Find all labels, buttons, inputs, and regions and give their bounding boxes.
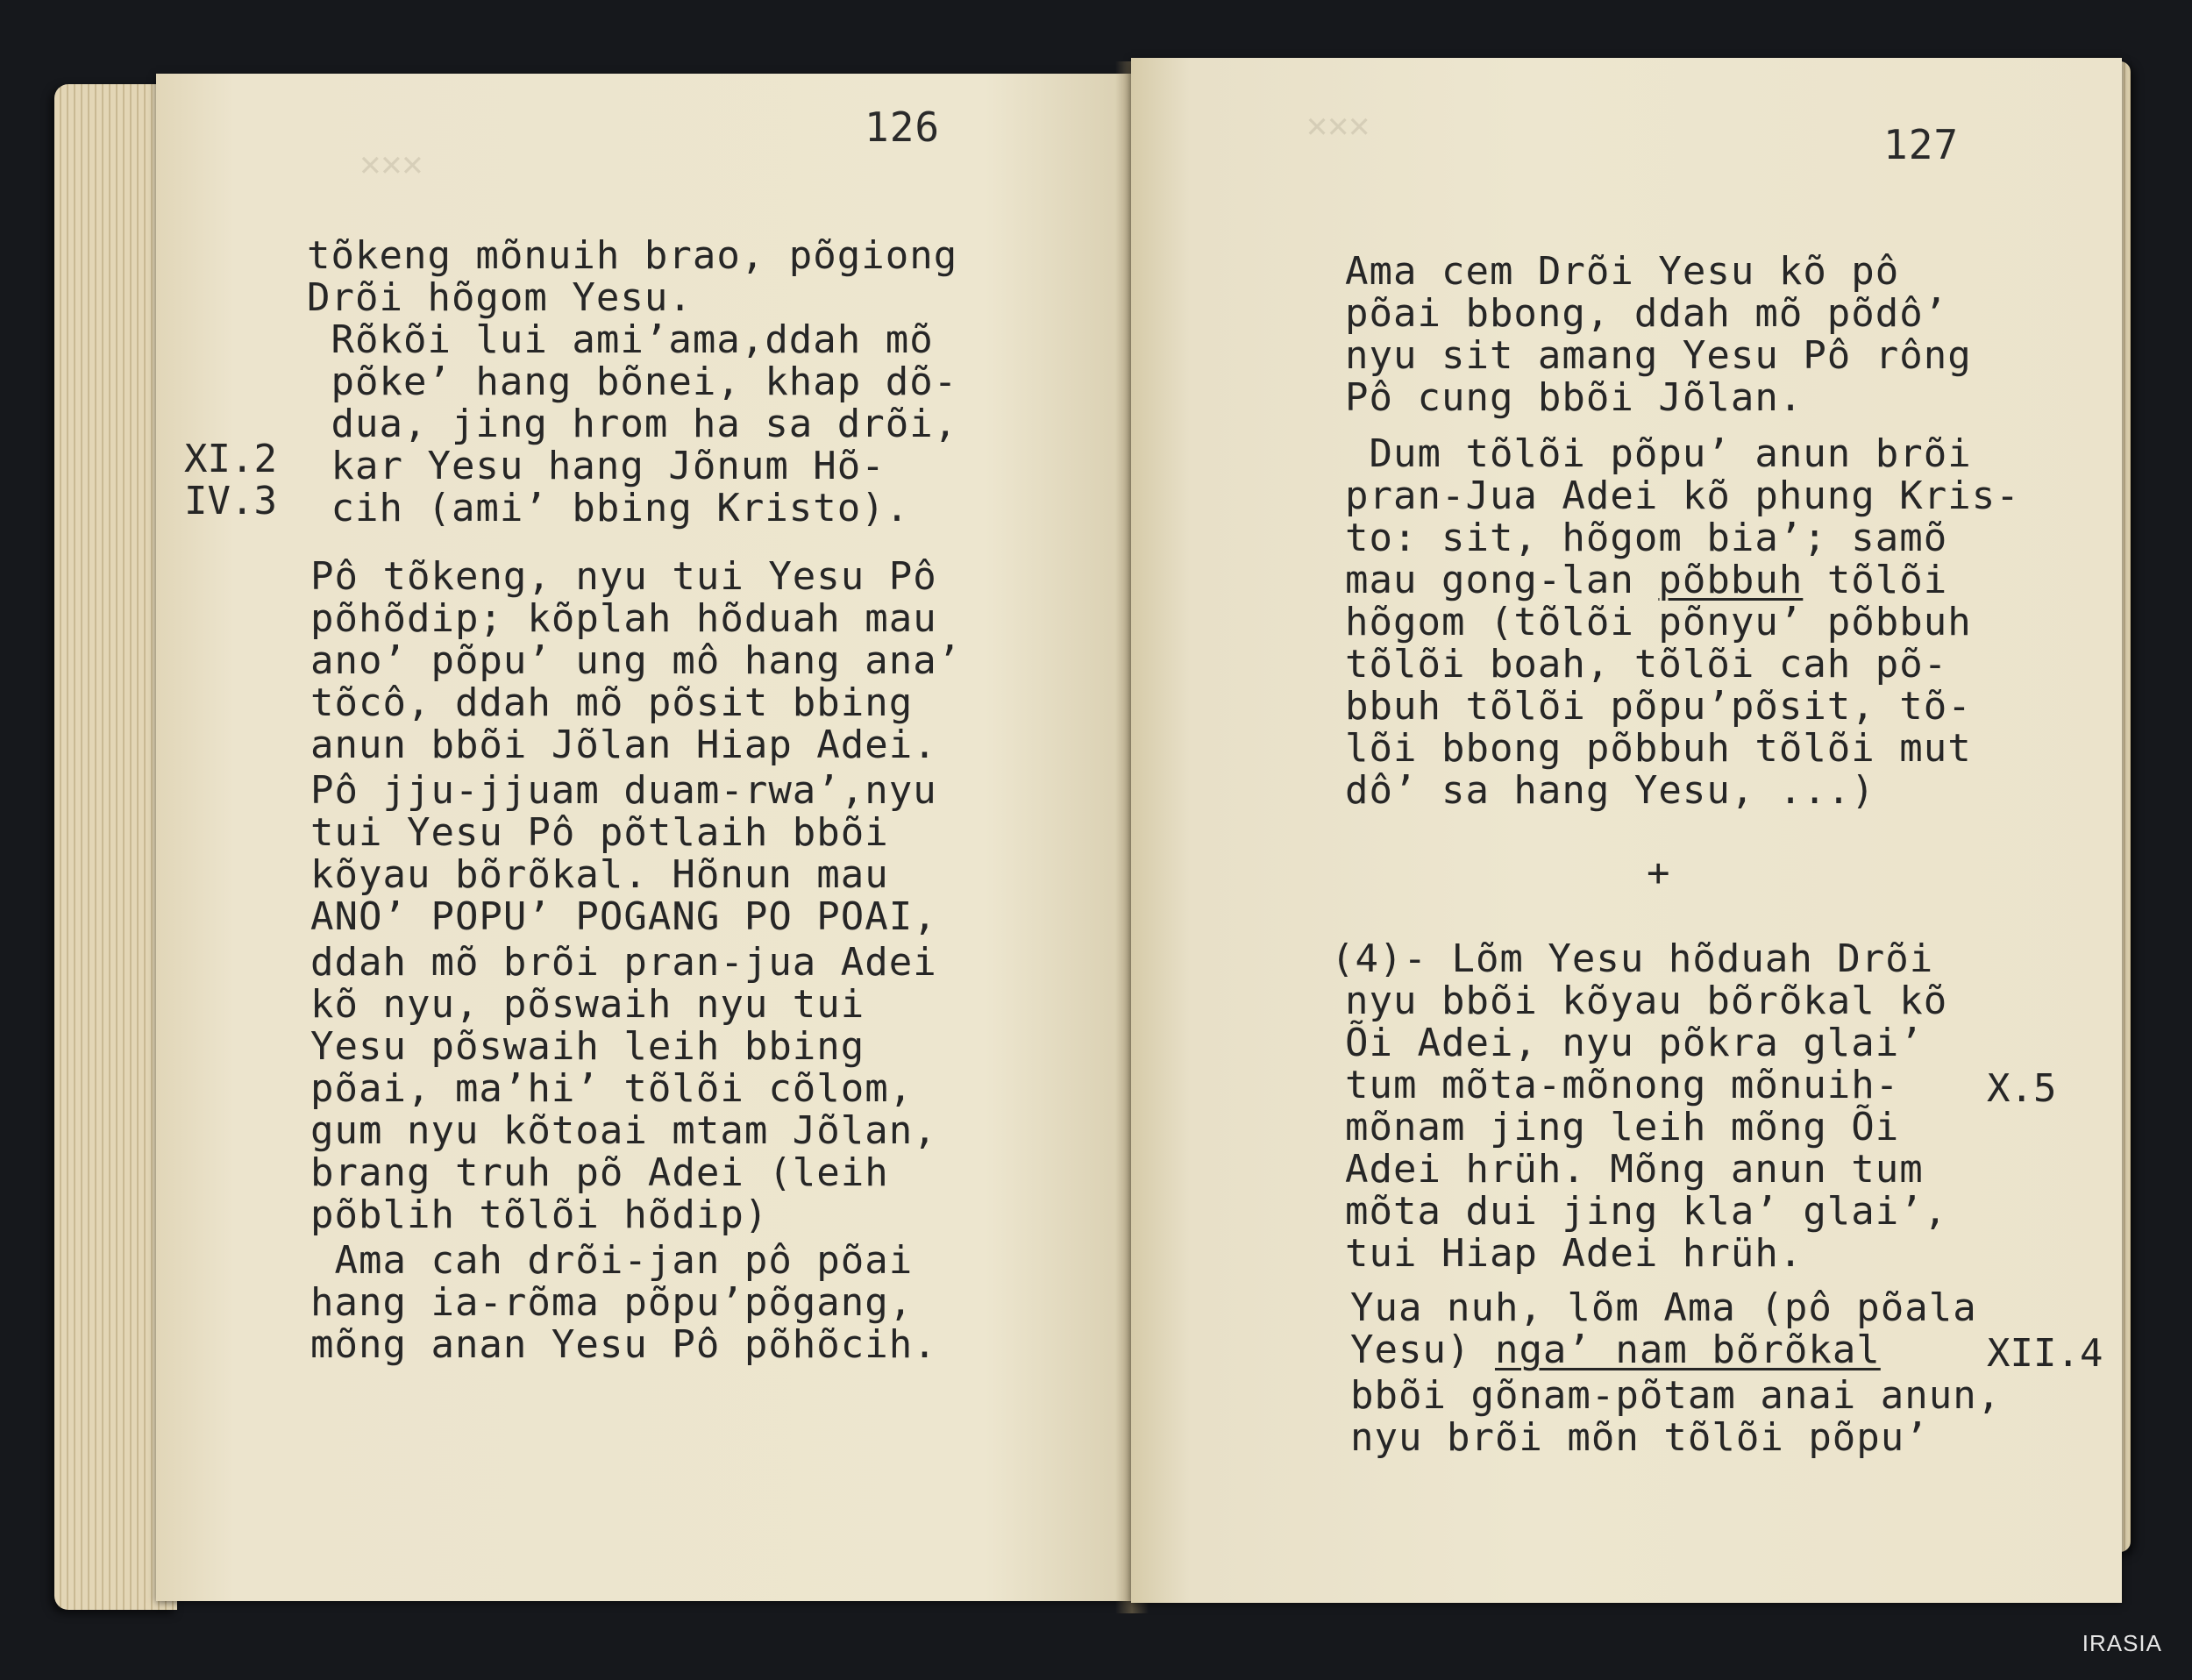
text-line: lõi bbong põbbuh tõlõi mut (1345, 726, 1972, 771)
text-line: tum mõta-mõnong mõnuih- (1345, 1063, 1900, 1107)
text-line: dua, jing hrom ha sa drõi, (307, 402, 958, 446)
text-line: (4)- Lõm Yesu hõduah Drõi (1331, 936, 1934, 981)
text-line: Ama cem Drõi Yesu kõ pô (1345, 249, 1900, 294)
text-line: brang truh põ Adei (leih (310, 1150, 889, 1195)
margin-reference: X.5 (1987, 1066, 2057, 1111)
text-line: tõcô, ddah mõ põsit bbing (310, 680, 914, 725)
text-line: gum nyu kõtoai mtam Jõlan, (310, 1108, 937, 1153)
text-line: nyu sit amang Yesu Pô rông (1345, 333, 1972, 378)
text-line: nyu bbõi kõyau bõrõkal kõ (1345, 979, 1948, 1023)
text-line: Pô cung bbõi Jõlan. (1345, 375, 1804, 420)
right-page (1131, 58, 2122, 1603)
text-line: Drõi hõgom Yesu. (307, 275, 693, 320)
show-through-text: ✕✕✕ (296, 144, 423, 184)
text-line: mõta dui jing kla’ glai’, (1345, 1189, 1948, 1234)
text-line: bbõi gõnam-põtam anai anun, (1350, 1373, 2002, 1418)
text-line: to: sit, hõgom bia’; samõ (1345, 516, 1948, 560)
text-line: tõlõi boah, tõlõi cah põ- (1345, 642, 1948, 687)
text-segment: mau gong-lan (1345, 558, 1659, 602)
text-line: Adei hrüh. Mõng anun tum (1345, 1147, 1924, 1192)
text-line: anun bbõi Jõlan Hiap Adei. (310, 723, 937, 767)
text-line: pran-Jua Adei kõ phung Kris- (1345, 473, 2020, 518)
text-line: mõnam jing leih mõng Õi (1345, 1105, 1900, 1150)
text-line: hõgom (tõlõi põnyu’ põbbuh (1345, 600, 1972, 644)
text-line: nyu brõi mõn tõlõi põpu’ (1350, 1415, 1929, 1460)
page-number: 126 (865, 103, 941, 151)
text-line: Pô tõkeng, nyu tui Yesu Pô (310, 554, 937, 599)
underlined-phrase: nga’ nam bõrõkal (1494, 1328, 1881, 1372)
text-line: mõng anan Yesu Pô põhõcih. (310, 1322, 937, 1367)
credit-label: IRASIA (2082, 1630, 2162, 1656)
text-segment: tõlõi (1803, 558, 1948, 602)
text-line: ddah mõ brõi pran-jua Adei (310, 940, 937, 985)
text-line: cih (ami’ bbing Kristo). (307, 486, 910, 530)
text-segment: Yesu) (1350, 1328, 1495, 1372)
text-line: tui Yesu Pô põtlaih bbõi (310, 810, 889, 855)
page-number: 127 (1883, 121, 1960, 168)
show-through-text: ✕✕✕ (1306, 105, 1370, 146)
text-line (1350, 1328, 1881, 1372)
text-line: ANO’ POPU’ POGANG PO POAI, (310, 894, 937, 939)
text-line: põblih tõlõi hõdip) (310, 1192, 769, 1237)
text-line: ano’ põpu’ ung mô hang ana’ (310, 638, 962, 683)
text-line: Yesu põswaih leih bbing (310, 1024, 865, 1069)
text-line: kõ nyu, põswaih nyu tui (310, 982, 865, 1027)
text-line: dô’ sa hang Yesu, ...) (1345, 768, 1875, 813)
section-cross: + (1647, 851, 1670, 895)
margin-reference: IV.3 (184, 479, 277, 523)
text-line: tõkeng mõnuih brao, põgiong (307, 233, 958, 278)
text-line: Õi Adei, nyu põkra glai’ (1345, 1021, 1924, 1065)
text-line: Pô jju-jjuam duam-rwa’,nyu (310, 768, 937, 813)
text-line: Rõkõi lui ami’ama,ddah mõ (307, 317, 934, 362)
text-line: kar Yesu hang Jõnum Hõ- (307, 444, 886, 488)
text-line: hang ia-rõma põpu’põgang, (310, 1280, 914, 1325)
text-line: Yua nuh, lõm Ama (pô põala (1350, 1285, 1977, 1330)
text-line: Ama cah drõi-jan pô põai (310, 1238, 914, 1283)
text-line: kõyau bõrõkal. Hõnun mau (310, 852, 889, 897)
margin-reference: XI.2 (184, 437, 277, 481)
text-line: Dum tõlõi põpu’ anun brõi (1345, 431, 1972, 476)
text-line: põai, ma’hi’ tõlõi cõlom, (310, 1066, 914, 1111)
text-line (1345, 558, 1948, 602)
text-line: põai bbong, ddah mõ põdô’ (1345, 291, 1948, 336)
text-line: tui Hiap Adei hrüh. (1345, 1231, 1804, 1276)
underlined-word: põbbuh (1658, 558, 1804, 602)
text-line: põke’ hang bõnei, khap dõ- (307, 359, 958, 404)
left-page (156, 74, 1131, 1601)
text-line: põhõdip; kõplah hõduah mau (310, 596, 937, 641)
text-line: bbuh tõlõi põpu’põsit, tõ- (1345, 684, 1972, 729)
margin-reference: XII.4 (1987, 1331, 2103, 1376)
